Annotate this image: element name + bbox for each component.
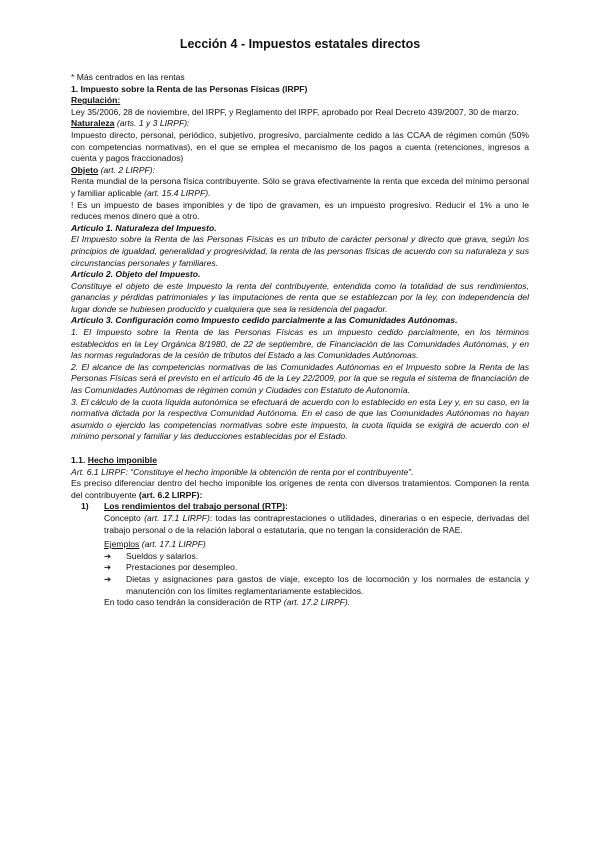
art2-heading: Artículo 2. Objeto del Impuesto. (71, 269, 201, 280)
page-title: Lección 4 - Impuestos estatales directos (179, 37, 421, 51)
list-item (104, 551, 529, 563)
regulacion-label: Regulación: (71, 95, 121, 106)
rtp-concepto (71, 513, 529, 536)
art2-text: Constituye el objeto de este Impuesto la renta del contribuyente, entendida como la totalidad de sus rendimientos, ganancias y pérdidas patrimoniales y las imputaciones de renta que se establezcan por la ley, con independencia del lugar donde se hubiesen producido y cualquiera que sea la residencia del pagador. (71, 280, 529, 314)
art1-text: El Impuesto sobre la Renta de las Personas Físicas es un tributo de carácter personal y directo que grava, según los principios de igualdad, generalidad y progresividad, la renta de las personas físicas de acuerdo con su naturaleza y sus circunstancias personales y familiares. (71, 234, 529, 268)
rtp-concepto-ref: (art. 17.1 LIRPF) (144, 512, 210, 523)
arrow-right-icon: ➔ (104, 562, 112, 573)
rtp-concepto-label: Concepto (104, 512, 141, 523)
objeto-text (71, 176, 529, 199)
objeto-heading (71, 165, 529, 177)
objeto-note: ! Es un impuesto de bases imponibles y de tipo de gravamen, es un impuesto progresivo. Reducir el 1% a uno le reduces menos dinero que a otro. (71, 199, 529, 222)
hecho-text-ref: (art. 6.2 LIRPF): (138, 489, 203, 500)
rtp-item-title: Los rendimientos del trabajo personal (RTP) (104, 501, 285, 512)
rtp-concepto-text: : todas las contraprestaciones o utilidades, dinerarias o en especie, derivadas del trabajo personal o de la relación laboral o estatutaria, que no tengan la consideración de RAE. (104, 512, 529, 535)
art3-p3: 3. El cálculo de la cuota líquida autonómica se efectuará de acuerdo con lo establecido en esta Ley y, en su caso, en la normativa dictada por la respectiva Comunidad Autónoma. En el caso de que las Comunidades Autónomas no hayan asumido o ejercido las competencias normativas sobre este impuesto, la cuota líquida se exigirá de acuerdo con el mínimo personal y familiar y las deducciones establecidas por el Estado. (71, 396, 529, 442)
rtp-closing-text: En todo caso tendrán la consideración de RTP (104, 597, 282, 608)
section-1-1-title: Hecho imponible (87, 455, 157, 465)
objeto-label: Objeto (71, 164, 99, 175)
art3-p1: 1. El Impuesto sobre la Renta de las Personas Físicas es un impuesto cedido parcialmente, en los términos establecidos en la Ley Orgánica 8/1980, de 22 de septiembre, de Financiación de las Comunidades Autónomas, y en las normas reguladoras de la cesión de tributos del Estado a las Comunidades Autónomas. (71, 327, 529, 361)
rtp-closing-ref: (art. 17.2 LIRPF). (283, 597, 351, 608)
art3-heading: Artículo 3. Configuración como Impuesto cedido parcialmente a las Comunidades Autónomas. (71, 315, 458, 326)
rtp-item-number: 1) (81, 501, 89, 512)
art3-p2: 2. El alcance de las competencias normativas de las Comunidades Autónomas en el Impuesto sobre la Renta de las Personas Físicas será el previsto en el artículo 46 de la Ley 22/2009, por la que se regula el sistema de financiación de las Comunidades Autónomas de régimen común y Ciudades con Estatuto de Autonomía. (71, 361, 529, 396)
naturaleza-heading (71, 118, 529, 130)
section-1-1-number: 1.1. (71, 455, 86, 465)
list-item-text: Dietas y asignaciones para gastos de viaje, excepto los de locomoción y los normales de estancia y manutención con los límites reglamentariamente establecidos. (126, 573, 529, 596)
intro-note: * Más centrados en las rentas (71, 72, 185, 82)
naturaleza-label: Naturaleza (71, 118, 115, 129)
section-1-1-heading (71, 455, 529, 467)
hecho-text (71, 478, 529, 501)
rtp-item-colon: : (284, 501, 288, 512)
naturaleza-text: Impuesto directo, personal, periódico, subjetivo, progresivo, parcialmente cedido a las CCAA de régimen común (50% con competencias normativas), en el que se emplea el mecanismo de los pagos a cuenta (retenciones, ingresos a cuenta y pagos fraccionados) (71, 129, 529, 164)
rtp-closing (71, 597, 529, 609)
rtp-ejemplos-ref: (art. 17.1 LIRPF) (141, 539, 206, 550)
arrow-right-icon: ➔ (104, 573, 112, 584)
section-1-heading: 1. Impuesto sobre la Renta de las Personas Físicas (IRPF) (71, 83, 308, 94)
rtp-ejemplos-heading (71, 539, 529, 551)
naturaleza-ref: (arts. 1 y 3 LIRPF): (116, 118, 190, 129)
rtp-examples-list (71, 551, 529, 597)
objeto-ref: (art. 2 LIRPF): (100, 164, 156, 175)
objeto-text-body: Renta mundial de la persona física contribuyente. Sólo se grava efectivamente la renta que exceda del mínimo personal y familiar aplicable (71, 176, 529, 198)
list-item (104, 562, 529, 574)
hecho-quote: Art. 6.1 LIRPF: “Constituye el hecho imponible la obtención de renta por el contribuyente”. (71, 466, 414, 477)
art1-heading: Artículo 1. Naturaleza del Impuesto. (71, 222, 217, 233)
objeto-text-ref: (art. 15.4 LIRPF). (144, 187, 211, 198)
hecho-text-body: Es preciso diferenciar dentro del hecho imponible los orígenes de renta con diversos tratamientos. Componen la renta del contribuyente (71, 478, 529, 500)
list-item-text: Prestaciones por desempleo. (126, 562, 238, 573)
arrow-right-icon: ➔ (104, 550, 112, 561)
rtp-ejemplos-label: Ejemplos (104, 539, 140, 550)
rtp-item-heading (71, 501, 529, 513)
list-item (104, 574, 529, 597)
list-item-text: Sueldos y salarios. (126, 550, 199, 561)
regulacion-text: Ley 35/2006, 28 de noviembre, del IRPF, y Reglamento del IRPF, aprobado por Real Decreto 439/2007, 30 de marzo. (71, 106, 519, 117)
